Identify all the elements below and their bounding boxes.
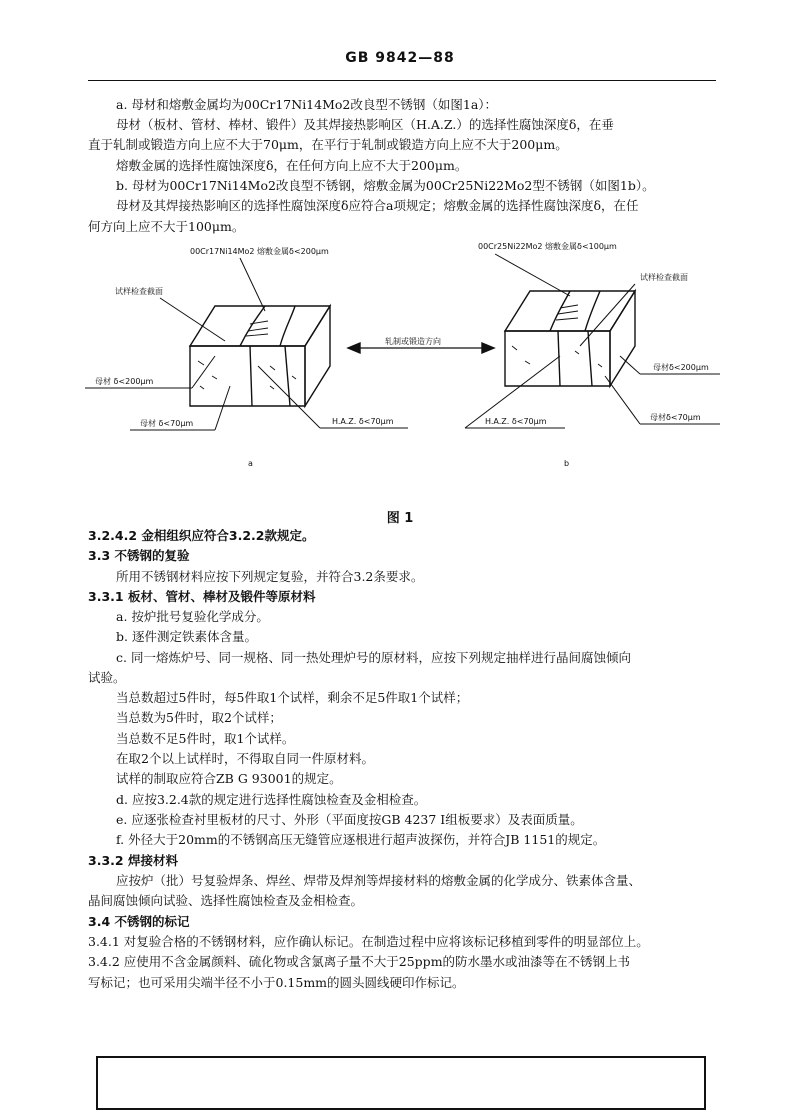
header-rule bbox=[88, 80, 716, 81]
item-3-3-1-c-line-6: 在取2个以上试样时，不得取自同一件原材料。 bbox=[116, 751, 374, 766]
fig-b-section-label: 试样检查截面 bbox=[640, 273, 688, 282]
fig-a-section-label: 试样检查截面 bbox=[115, 287, 163, 296]
section-3-3-2-line-2: 晶间腐蚀倾向试验、选择性腐蚀检查及金相检查。 bbox=[88, 893, 364, 908]
fig-a-weld-label: 00Cr17Ni14Mo2 熔敷金属δ<200μm bbox=[190, 247, 329, 256]
item-3-3-1-c-line-3: 当总数超过5件时，每5件取1个试样，剩余不足5件取1个试样； bbox=[116, 690, 469, 705]
fig-b-weld-label: 00Cr25Ni22Mo2 熔敷金属δ<100μm bbox=[478, 242, 617, 251]
specimen-block-a bbox=[190, 306, 330, 406]
fig-b-base-parallel-label: 母材δ<200μm bbox=[653, 363, 709, 372]
item-3-3-1-a: a. 按炉批号复验化学成分。 bbox=[116, 609, 269, 624]
item-3-3-1-d: d. 应按3.2.4款的规定进行选择性腐蚀检查及金相检查。 bbox=[116, 792, 427, 807]
figure-1 bbox=[80, 236, 730, 476]
item-3-3-1-b: b. 逐件测定铁素体含量。 bbox=[116, 629, 257, 644]
section-3-4-heading: 3.4 不锈钢的标记 bbox=[88, 914, 190, 929]
figure-caption: 图 1 bbox=[386, 511, 414, 526]
para-b-line-1: b. 母材为00Cr17Ni14Mo2改良型不锈钢，熔敷金属为00Cr25Ni22Mo2型不锈钢（如图1b）。 bbox=[116, 178, 655, 193]
para-b-line-2: 母材及其焊接热影响区的选择性腐蚀深度δ应符合a项规定；熔敷金属的选择性腐蚀深度δ，在任 bbox=[116, 198, 639, 213]
para-a-line-2: 母材（板材、管材、棒材、锻件）及其焊接热影响区（H.A.Z.）的选择性腐蚀深度δ，在垂 bbox=[116, 117, 614, 132]
item-3-3-1-c-line-5: 当总数不足5件时，取1个试样。 bbox=[116, 731, 295, 746]
footer-frame bbox=[96, 1056, 706, 1110]
para-b-line-3: 何方向上应不大于100μm。 bbox=[88, 219, 245, 234]
item-3-3-1-e: e. 应逐张检查衬里板材的尺寸、外形（平面度按GB 4237 I组板要求）及表面质量。 bbox=[116, 812, 583, 827]
section-3-4-1: 3.4.1 对复验合格的不锈钢材料，应作确认标记。在制造过程中应将该标记移植到零件的明显部位上。 bbox=[88, 934, 649, 949]
fig-b-sublabel: b bbox=[564, 459, 570, 468]
section-3-3-heading: 3.3 不锈钢的复验 bbox=[88, 548, 190, 563]
item-3-3-1-c-line-1: c. 同一熔炼炉号、同一规格、同一热处理炉号的原材料，应按下列规定抽样进行晶间腐蚀倾向 bbox=[116, 650, 631, 665]
para-a-line-1: a. 母材和熔敷金属均为00Cr17Ni14Mo2改良型不锈钢（如图1a）： bbox=[116, 97, 498, 112]
fig-b-haz-label: H.A.Z. δ<70μm bbox=[485, 417, 547, 426]
section-3-3-1-heading: 3.3.1 板材、管材、棒材及锻件等原材料 bbox=[88, 589, 316, 604]
fig-a-base-parallel-label: 母材 δ<200μm bbox=[95, 377, 154, 386]
fig-b-base-perp-label: 母材δ<70μm bbox=[650, 413, 701, 422]
item-3-3-1-c-line-2: 试验。 bbox=[88, 670, 126, 685]
document-code-header: GB 9842—88 bbox=[345, 50, 455, 66]
rolling-direction-label: 轧制或锻造方向 bbox=[385, 337, 441, 346]
section-3-4-2-line-2: 写标记；也可采用尖端半径不小于0.15mm的圆头圆线硬印作标记。 bbox=[88, 975, 465, 990]
item-3-3-1-c-line-7: 试样的制取应符合ZB G 93001的规定。 bbox=[116, 771, 342, 786]
para-a-line-4: 熔敷金属的选择性腐蚀深度δ，在任何方向上应不大于200μm。 bbox=[116, 158, 468, 173]
section-3-4-2-line-1: 3.4.2 应使用不含金属颜料、硫化物或含氯离子量不大于25ppm的防水墨水或油漆等在不锈钢上书 bbox=[88, 954, 631, 969]
para-a-line-3: 直于轧制或锻造方向上应不大于70μm，在平行于轧制或锻造方向上应不大于200μm。 bbox=[88, 137, 568, 152]
fig-a-sublabel: a bbox=[248, 459, 253, 468]
fig-a-haz-label: H.A.Z. δ<70μm bbox=[332, 417, 394, 426]
section-3-3-text: 所用不锈钢材料应按下列规定复验，并符合3.2条要求。 bbox=[116, 569, 424, 584]
section-3-3-2-heading: 3.3.2 焊接材料 bbox=[88, 853, 178, 868]
item-3-3-1-f: f. 外径大于20mm的不锈钢高压无缝管应逐根进行超声波探伤，并符合JB 1151的规定。 bbox=[116, 832, 606, 847]
section-3-2-4-2: 3.2.4.2 金相组织应符合3.2.2款规定。 bbox=[88, 528, 315, 543]
item-3-3-1-c-line-4: 当总数为5件时，取2个试样； bbox=[116, 710, 282, 725]
fig-a-base-perp-label: 母材 δ<70μm bbox=[140, 419, 194, 428]
section-3-3-2-line-1: 应按炉（批）号复验焊条、焊丝、焊带及焊剂等焊接材料的熔敷金属的化学成分、铁素体含量、 bbox=[116, 873, 642, 888]
